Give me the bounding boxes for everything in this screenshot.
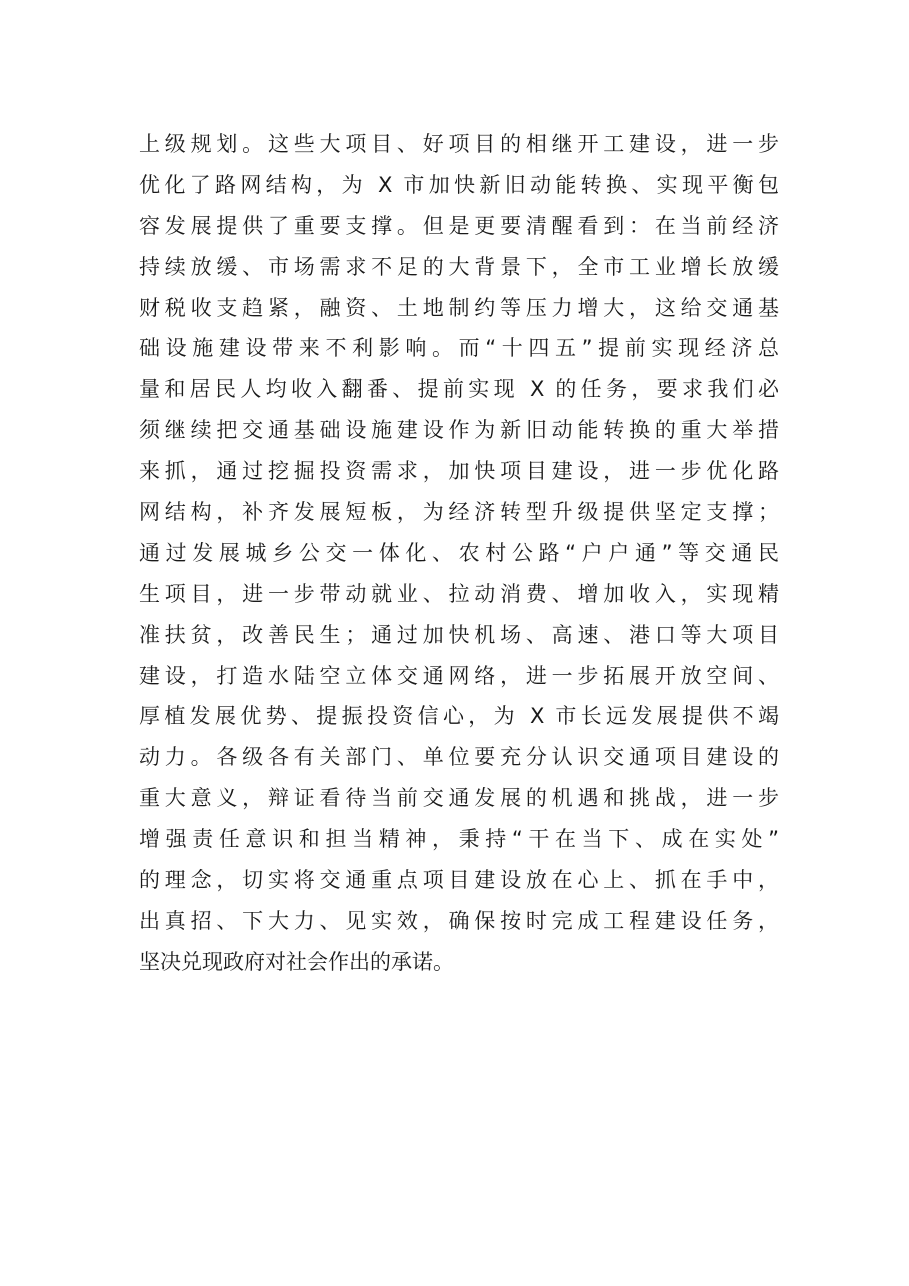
paragraph-line: 动力。各级各有关部门、单位要充分认识交通项目建设的: [139, 745, 779, 770]
paragraph-line: 网结构，补齐发展短板，为经济转型升级提供坚定支撑；: [139, 500, 779, 525]
paragraph-line: 建设，打造水陆空立体交通网络，进一步拓展开放空间、: [139, 663, 779, 688]
paragraph-line: 持续放缓、市场需求不足的大背景下，全市工业增长放缓: [139, 254, 779, 279]
paragraph-line: 础设施建设带来不利影响。而“十四五”提前实现经济总: [139, 336, 779, 361]
paragraph-line: 通过发展城乡公交一体化、农村公路“户户通”等交通民: [139, 540, 779, 565]
paragraph-line: 优化了路网结构，为 X 市加快新旧动能转换、实现平衡包: [139, 172, 779, 197]
paragraph-line: 容发展提供了重要支撑。但是更要清醒看到：在当前经济: [139, 213, 779, 238]
paragraph-line: 重大意义，辩证看待当前交通发展的机遇和挑战，进一步: [139, 786, 779, 811]
paragraph-line: 来抓，通过挖掘投资需求，加快项目建设，进一步优化路: [139, 459, 779, 484]
paragraph-line: 量和居民人均收入翻番、提前实现 X 的任务，要求我们必: [139, 377, 779, 402]
paragraph-line: 厚植发展优势、提振投资信心，为 X 市长远发展提供不竭: [139, 704, 779, 729]
paragraph-line: 的理念，切实将交通重点项目建设放在心上、抓在手中，: [139, 868, 779, 893]
paragraph-line: 上级规划。这些大项目、好项目的相继开工建设，进一步: [139, 132, 779, 156]
paragraph-line: 财税收支趋紧，融资、土地制约等压力增大，这给交通基: [139, 295, 779, 320]
paragraph-line: 坚决兑现政府对社会作出的承诺。: [139, 949, 454, 974]
paragraph-line: 增强责任意识和担当精神，秉持“干在当下、成在实处”: [139, 827, 779, 852]
body-paragraph: [139, 124, 779, 983]
paragraph-line: 出真招、下大力、见实效，确保按时完成工程建设任务，: [139, 908, 779, 933]
paragraph-line: 须继续把交通基础设施建设作为新旧动能转换的重大举措: [139, 418, 779, 443]
paragraph-line: 准扶贫，改善民生；通过加快机场、高速、港口等大项目: [139, 622, 779, 647]
paragraph-line: 生项目，进一步带动就业、拉动消费、增加收入，实现精: [139, 581, 779, 606]
